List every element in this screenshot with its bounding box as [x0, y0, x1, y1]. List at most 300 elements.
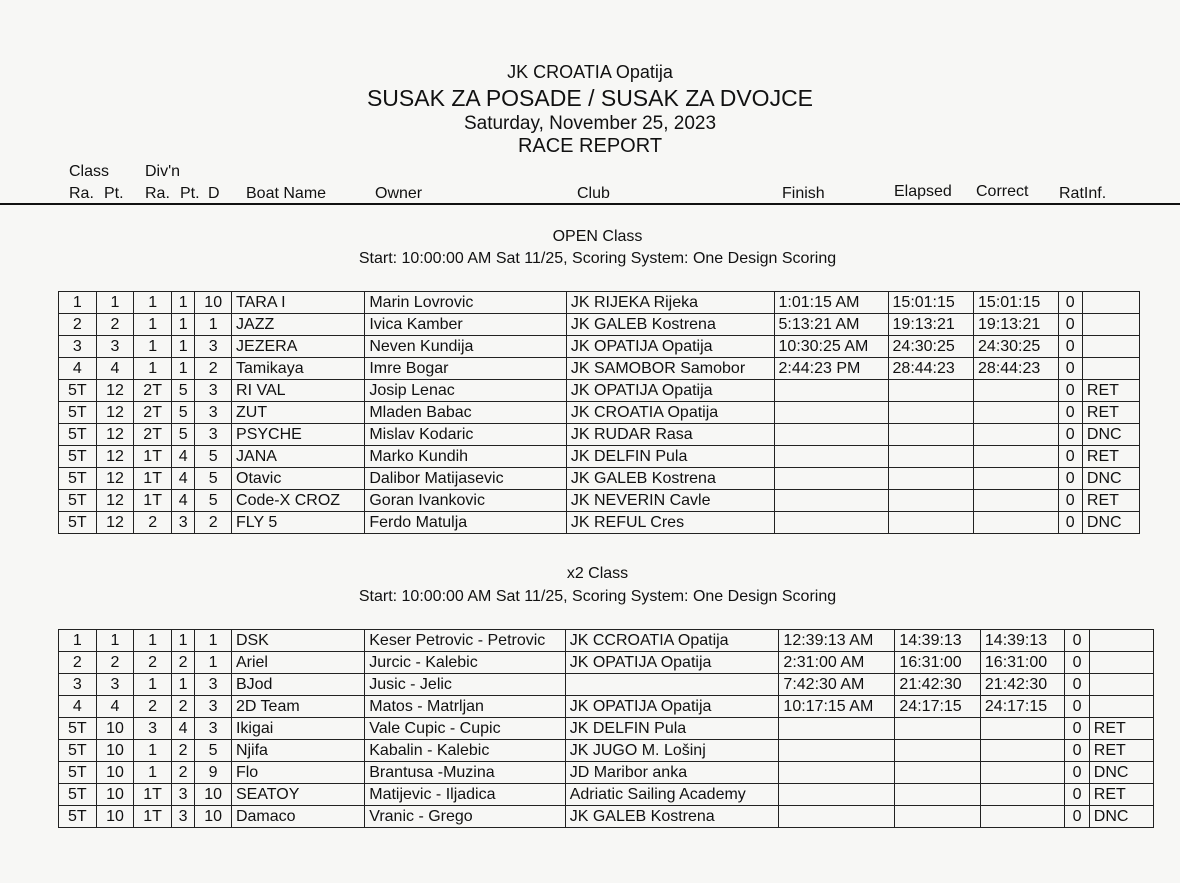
division-points-cell: 1: [171, 674, 194, 696]
division-points-cell: 4: [171, 718, 194, 740]
elapsed-time-cell: [888, 446, 974, 468]
elapsed-time-cell: 24:30:25: [888, 336, 974, 358]
info-cell: RET: [1082, 446, 1139, 468]
division-points-cell: 1: [171, 292, 194, 314]
owner-cell: Ferdo Matulja: [365, 512, 567, 534]
division-cell: 5: [195, 740, 232, 762]
result-row: [59, 468, 1140, 490]
info-cell: [1082, 358, 1139, 380]
corrected-time-cell: [980, 806, 1064, 828]
division-rank-cell: 2: [134, 512, 172, 534]
owner-cell: Jurcic - Kalebic: [365, 652, 565, 674]
info-cell: RET: [1082, 490, 1139, 512]
column-club: Club: [577, 185, 610, 202]
column-boat-name: Boat Name: [246, 185, 327, 202]
division-points-cell: 3: [171, 784, 194, 806]
division-cell: 3: [195, 380, 232, 402]
info-cell: [1082, 292, 1139, 314]
column-d: D: [208, 185, 220, 202]
result-row: [59, 292, 1140, 314]
finish-time-cell: 10:17:15 AM: [779, 696, 895, 718]
result-row: [59, 358, 1140, 380]
club-cell: JK GALEB Kostrena: [565, 806, 779, 828]
division-rank-cell: 2: [134, 696, 172, 718]
boat-name-cell: BJod: [231, 674, 364, 696]
rating-cell: 0: [1058, 468, 1082, 490]
elapsed-time-cell: [895, 784, 980, 806]
corrected-time-cell: 24:30:25: [974, 336, 1058, 358]
owner-cell: Brantusa -Muzina: [365, 762, 565, 784]
finish-time-cell: [774, 446, 888, 468]
class-points-cell: 10: [96, 740, 134, 762]
owner-cell: Vranic - Grego: [365, 806, 565, 828]
boat-name-cell: Njifa: [231, 740, 364, 762]
class-rank-cell: 1: [59, 292, 97, 314]
division-points-cell: 4: [171, 468, 194, 490]
division-cell: 10: [195, 784, 232, 806]
corrected-time-cell: [974, 380, 1058, 402]
boat-name-cell: Code-X CROZ: [232, 490, 365, 512]
class-points-cell: 12: [96, 446, 134, 468]
division-points-cell: 2: [171, 762, 194, 784]
result-row: [59, 784, 1154, 806]
corrected-time-cell: [974, 512, 1058, 534]
class-points-cell: 12: [96, 402, 134, 424]
class-points-cell: 1: [96, 292, 134, 314]
owner-cell: Neven Kundija: [365, 336, 567, 358]
class-points-cell: 2: [96, 314, 134, 336]
division-cell: 1: [195, 630, 232, 652]
boat-name-cell: Tamikaya: [232, 358, 365, 380]
division-rank-cell: 1: [134, 314, 172, 336]
club-cell: JD Maribor anka: [565, 762, 779, 784]
elapsed-time-cell: [895, 718, 980, 740]
division-cell: 5: [195, 446, 232, 468]
info-cell: RET: [1089, 718, 1153, 740]
class-start-open: Start: 10:00:00 AM Sat 11/25, Scoring System: One Design Scoring: [358, 250, 837, 267]
info-cell: RET: [1089, 740, 1153, 762]
division-rank-cell: 3: [134, 718, 172, 740]
division-rank-cell: 1: [134, 358, 172, 380]
column-group-divn: Div'n: [145, 163, 181, 180]
owner-cell: Mislav Kodaric: [365, 424, 567, 446]
column-correct: Correct: [976, 183, 1029, 200]
rating-cell: 0: [1058, 512, 1082, 534]
finish-time-cell: 5:13:21 AM: [774, 314, 888, 336]
division-rank-cell: 1T: [134, 806, 172, 828]
result-row: [59, 630, 1154, 652]
division-rank-cell: 2T: [134, 424, 172, 446]
boat-name-cell: Otavic: [232, 468, 365, 490]
rating-cell: 0: [1058, 402, 1082, 424]
corrected-time-cell: [974, 490, 1058, 512]
owner-cell: Imre Bogar: [365, 358, 567, 380]
owner-cell: Matijevic - Iljadica: [365, 784, 565, 806]
rating-cell: 0: [1065, 674, 1089, 696]
class-rank-cell: 5T: [59, 380, 97, 402]
finish-time-cell: [774, 402, 888, 424]
column-class-pt: Pt.: [104, 185, 124, 202]
rating-cell: 0: [1058, 424, 1082, 446]
info-cell: RET: [1089, 784, 1153, 806]
finish-time-cell: [779, 718, 895, 740]
boat-name-cell: Damaco: [231, 806, 364, 828]
finish-time-cell: [774, 380, 888, 402]
division-cell: 3: [195, 696, 232, 718]
boat-name-cell: Flo: [231, 762, 364, 784]
division-rank-cell: 1T: [134, 490, 172, 512]
division-cell: 10: [195, 806, 232, 828]
class-rank-cell: 5T: [59, 740, 97, 762]
class-rank-cell: 5T: [59, 446, 97, 468]
club-cell: JK OPATIJA Opatija: [566, 336, 774, 358]
elapsed-time-cell: [888, 402, 974, 424]
elapsed-time-cell: 28:44:23: [888, 358, 974, 380]
elapsed-time-cell: 19:13:21: [888, 314, 974, 336]
finish-time-cell: 10:30:25 AM: [774, 336, 888, 358]
division-rank-cell: 2T: [134, 402, 172, 424]
class-points-cell: 4: [96, 358, 134, 380]
elapsed-time-cell: [895, 762, 980, 784]
info-cell: [1089, 652, 1153, 674]
class-rank-cell: 4: [59, 696, 97, 718]
info-cell: RET: [1082, 380, 1139, 402]
division-points-cell: 2: [171, 740, 194, 762]
division-cell: 2: [195, 358, 232, 380]
club-cell: [565, 674, 779, 696]
result-row: [59, 490, 1140, 512]
boat-name-cell: Ikigai: [231, 718, 364, 740]
class-points-cell: 10: [96, 762, 134, 784]
result-row: [59, 512, 1140, 534]
elapsed-time-cell: [895, 740, 980, 762]
division-cell: 9: [195, 762, 232, 784]
elapsed-time-cell: 15:01:15: [888, 292, 974, 314]
club-cell: JK RIJEKA Rijeka: [566, 292, 774, 314]
class-rank-cell: 5T: [59, 490, 97, 512]
club-cell: JK REFUL Cres: [566, 512, 774, 534]
division-points-cell: 4: [171, 490, 194, 512]
rating-cell: 0: [1065, 806, 1089, 828]
class-points-cell: 4: [96, 696, 134, 718]
class-rank-cell: 5T: [59, 718, 97, 740]
elapsed-time-cell: 21:42:30: [895, 674, 980, 696]
division-rank-cell: 1: [134, 630, 172, 652]
club-cell: JK CCROATIA Opatija: [565, 630, 779, 652]
result-row: [59, 314, 1140, 336]
corrected-time-cell: [974, 424, 1058, 446]
info-cell: [1089, 696, 1153, 718]
class-points-cell: 12: [96, 490, 134, 512]
column-class-ra: Ra.: [69, 185, 94, 202]
owner-cell: Jusic - Jelic: [365, 674, 565, 696]
division-points-cell: 1: [171, 336, 194, 358]
division-cell: 1: [195, 652, 232, 674]
corrected-time-cell: [980, 718, 1064, 740]
corrected-time-cell: 19:13:21: [974, 314, 1058, 336]
class-rank-cell: 1: [59, 630, 97, 652]
owner-cell: Vale Cupic - Cupic: [365, 718, 565, 740]
division-cell: 5: [195, 468, 232, 490]
owner-cell: Marin Lovrovic: [365, 292, 567, 314]
rating-cell: 0: [1058, 358, 1082, 380]
class-title-x2: x2 Class: [566, 565, 629, 582]
column-finish: Finish: [782, 185, 825, 202]
class-points-cell: 3: [96, 336, 134, 358]
class-points-cell: 2: [96, 652, 134, 674]
elapsed-time-cell: [888, 468, 974, 490]
finish-time-cell: [779, 806, 895, 828]
organizer-title: JK CROATIA Opatija: [507, 62, 673, 82]
division-cell: 1: [195, 314, 232, 336]
header-rule: [0, 203, 1180, 205]
column-group-class: Class: [69, 163, 110, 180]
division-points-cell: 1: [171, 630, 194, 652]
info-cell: DNC: [1089, 762, 1153, 784]
corrected-time-cell: 28:44:23: [974, 358, 1058, 380]
division-points-cell: 1: [171, 358, 194, 380]
results-table-x2: [58, 629, 1154, 828]
club-cell: JK OPATIJA Opatija: [565, 696, 779, 718]
class-rank-cell: 5T: [59, 784, 97, 806]
rating-cell: 0: [1058, 490, 1082, 512]
rating-cell: 0: [1065, 762, 1089, 784]
elapsed-time-cell: 24:17:15: [895, 696, 980, 718]
rating-cell: 0: [1065, 718, 1089, 740]
boat-name-cell: PSYCHE: [232, 424, 365, 446]
corrected-time-cell: 14:39:13: [980, 630, 1064, 652]
division-cell: 3: [195, 674, 232, 696]
finish-time-cell: [779, 784, 895, 806]
column-divn-pt: Pt.: [180, 185, 200, 202]
class-rank-cell: 5T: [59, 512, 97, 534]
info-cell: [1089, 630, 1153, 652]
club-cell: JK OPATIJA Opatija: [566, 380, 774, 402]
boat-name-cell: FLY 5: [232, 512, 365, 534]
rating-cell: 0: [1058, 292, 1082, 314]
club-cell: JK OPATIJA Opatija: [565, 652, 779, 674]
club-cell: JK GALEB Kostrena: [566, 468, 774, 490]
division-rank-cell: 1: [134, 762, 172, 784]
class-rank-cell: 5T: [59, 402, 97, 424]
rating-cell: 0: [1058, 446, 1082, 468]
finish-time-cell: 12:39:13 AM: [779, 630, 895, 652]
owner-cell: Matos - Matrljan: [365, 696, 565, 718]
class-rank-cell: 5T: [59, 468, 97, 490]
rating-cell: 0: [1065, 696, 1089, 718]
info-cell: [1082, 336, 1139, 358]
division-rank-cell: 2: [134, 652, 172, 674]
owner-cell: Kabalin - Kalebic: [365, 740, 565, 762]
corrected-time-cell: [974, 402, 1058, 424]
boat-name-cell: TARA I: [232, 292, 365, 314]
result-row: [59, 336, 1140, 358]
owner-cell: Goran Ivankovic: [365, 490, 567, 512]
division-points-cell: 5: [171, 380, 194, 402]
boat-name-cell: RI VAL: [232, 380, 365, 402]
event-title: SUSAK ZA POSADE / SUSAK ZA DVOJCE: [366, 85, 814, 111]
result-row: [59, 696, 1154, 718]
column-ratinf: RatInf.: [1059, 185, 1107, 202]
info-cell: DNC: [1082, 424, 1139, 446]
info-cell: RET: [1082, 402, 1139, 424]
info-cell: [1082, 314, 1139, 336]
info-cell: DNC: [1082, 512, 1139, 534]
finish-time-cell: 2:44:23 PM: [774, 358, 888, 380]
rating-cell: 0: [1058, 380, 1082, 402]
corrected-time-cell: 16:31:00: [980, 652, 1064, 674]
corrected-time-cell: 24:17:15: [980, 696, 1064, 718]
finish-time-cell: [779, 762, 895, 784]
division-cell: 3: [195, 336, 232, 358]
class-rank-cell: 5T: [59, 762, 97, 784]
boat-name-cell: DSK: [231, 630, 364, 652]
division-cell: 3: [195, 402, 232, 424]
finish-time-cell: [774, 512, 888, 534]
division-points-cell: 1: [171, 314, 194, 336]
club-cell: JK NEVERIN Cavle: [566, 490, 774, 512]
division-points-cell: 3: [171, 512, 194, 534]
rating-cell: 0: [1058, 314, 1082, 336]
boat-name-cell: ZUT: [232, 402, 365, 424]
column-owner: Owner: [375, 185, 423, 202]
owner-cell: Ivica Kamber: [365, 314, 567, 336]
division-cell: 3: [195, 718, 232, 740]
finish-time-cell: 7:42:30 AM: [779, 674, 895, 696]
division-cell: 5: [195, 490, 232, 512]
class-points-cell: 1: [96, 630, 134, 652]
division-rank-cell: 1T: [134, 784, 172, 806]
corrected-time-cell: [980, 740, 1064, 762]
division-cell: 3: [195, 424, 232, 446]
club-cell: JK SAMOBOR Samobor: [566, 358, 774, 380]
finish-time-cell: 1:01:15 AM: [774, 292, 888, 314]
result-row: [59, 674, 1154, 696]
division-rank-cell: 1: [134, 674, 172, 696]
class-points-cell: 10: [96, 806, 134, 828]
result-row: [59, 402, 1140, 424]
class-points-cell: 10: [96, 784, 134, 806]
class-start-x2: Start: 10:00:00 AM Sat 11/25, Scoring System: One Design Scoring: [358, 588, 837, 605]
class-title-open: OPEN Class: [552, 228, 643, 245]
division-rank-cell: 1: [134, 336, 172, 358]
owner-cell: Dalibor Matijasevic: [365, 468, 567, 490]
club-cell: JK CROATIA Opatija: [566, 402, 774, 424]
class-rank-cell: 2: [59, 314, 97, 336]
result-row: [59, 652, 1154, 674]
owner-cell: Marko Kundih: [365, 446, 567, 468]
division-rank-cell: 1: [134, 292, 172, 314]
class-rank-cell: 3: [59, 674, 97, 696]
boat-name-cell: JAZZ: [232, 314, 365, 336]
boat-name-cell: JEZERA: [232, 336, 365, 358]
elapsed-time-cell: [888, 424, 974, 446]
club-cell: JK DELFIN Pula: [565, 718, 779, 740]
class-rank-cell: 2: [59, 652, 97, 674]
owner-cell: Mladen Babac: [365, 402, 567, 424]
corrected-time-cell: [980, 762, 1064, 784]
club-cell: JK RUDAR Rasa: [566, 424, 774, 446]
corrected-time-cell: 21:42:30: [980, 674, 1064, 696]
class-points-cell: 12: [96, 424, 134, 446]
column-divn-ra: Ra.: [145, 185, 170, 202]
division-points-cell: 2: [171, 696, 194, 718]
result-row: [59, 424, 1140, 446]
result-row: [59, 446, 1140, 468]
class-rank-cell: 4: [59, 358, 97, 380]
class-points-cell: 10: [96, 718, 134, 740]
owner-cell: Josip Lenac: [365, 380, 567, 402]
finish-time-cell: 2:31:00 AM: [779, 652, 895, 674]
corrected-time-cell: [980, 784, 1064, 806]
division-points-cell: 2: [171, 652, 194, 674]
class-rank-cell: 5T: [59, 424, 97, 446]
division-points-cell: 5: [171, 402, 194, 424]
results-table-open: [58, 291, 1140, 534]
finish-time-cell: [779, 740, 895, 762]
elapsed-time-cell: [888, 490, 974, 512]
finish-time-cell: [774, 490, 888, 512]
boat-name-cell: Ariel: [231, 652, 364, 674]
division-points-cell: 3: [171, 806, 194, 828]
elapsed-time-cell: [888, 512, 974, 534]
column-elapsed: Elapsed: [894, 183, 952, 200]
report-title: RACE REPORT: [517, 135, 663, 157]
owner-cell: Keser Petrovic - Petrovic: [365, 630, 565, 652]
elapsed-time-cell: [888, 380, 974, 402]
boat-name-cell: SEATOY: [231, 784, 364, 806]
class-points-cell: 12: [96, 468, 134, 490]
result-row: [59, 740, 1154, 762]
club-cell: JK GALEB Kostrena: [566, 314, 774, 336]
rating-cell: 0: [1065, 784, 1089, 806]
elapsed-time-cell: 14:39:13: [895, 630, 980, 652]
boat-name-cell: JANA: [232, 446, 365, 468]
rating-cell: 0: [1058, 336, 1082, 358]
elapsed-time-cell: 16:31:00: [895, 652, 980, 674]
class-rank-cell: 5T: [59, 806, 97, 828]
info-cell: DNC: [1089, 806, 1153, 828]
info-cell: DNC: [1082, 468, 1139, 490]
division-rank-cell: 1T: [134, 468, 172, 490]
club-cell: JK DELFIN Pula: [566, 446, 774, 468]
result-row: [59, 380, 1140, 402]
elapsed-time-cell: [895, 806, 980, 828]
event-date: Saturday, November 25, 2023: [463, 113, 717, 134]
club-cell: JK JUGO M. Lošinj: [565, 740, 779, 762]
boat-name-cell: 2D Team: [231, 696, 364, 718]
result-row: [59, 718, 1154, 740]
division-rank-cell: 1: [134, 740, 172, 762]
result-row: [59, 762, 1154, 784]
result-row: [59, 806, 1154, 828]
class-rank-cell: 3: [59, 336, 97, 358]
division-rank-cell: 1T: [134, 446, 172, 468]
rating-cell: 0: [1065, 630, 1089, 652]
class-points-cell: 3: [96, 674, 134, 696]
corrected-time-cell: 15:01:15: [974, 292, 1058, 314]
class-points-cell: 12: [96, 512, 134, 534]
info-cell: [1089, 674, 1153, 696]
finish-time-cell: [774, 468, 888, 490]
division-cell: 10: [195, 292, 232, 314]
rating-cell: 0: [1065, 652, 1089, 674]
division-rank-cell: 2T: [134, 380, 172, 402]
finish-time-cell: [774, 424, 888, 446]
division-points-cell: 4: [171, 446, 194, 468]
division-points-cell: 5: [171, 424, 194, 446]
corrected-time-cell: [974, 468, 1058, 490]
